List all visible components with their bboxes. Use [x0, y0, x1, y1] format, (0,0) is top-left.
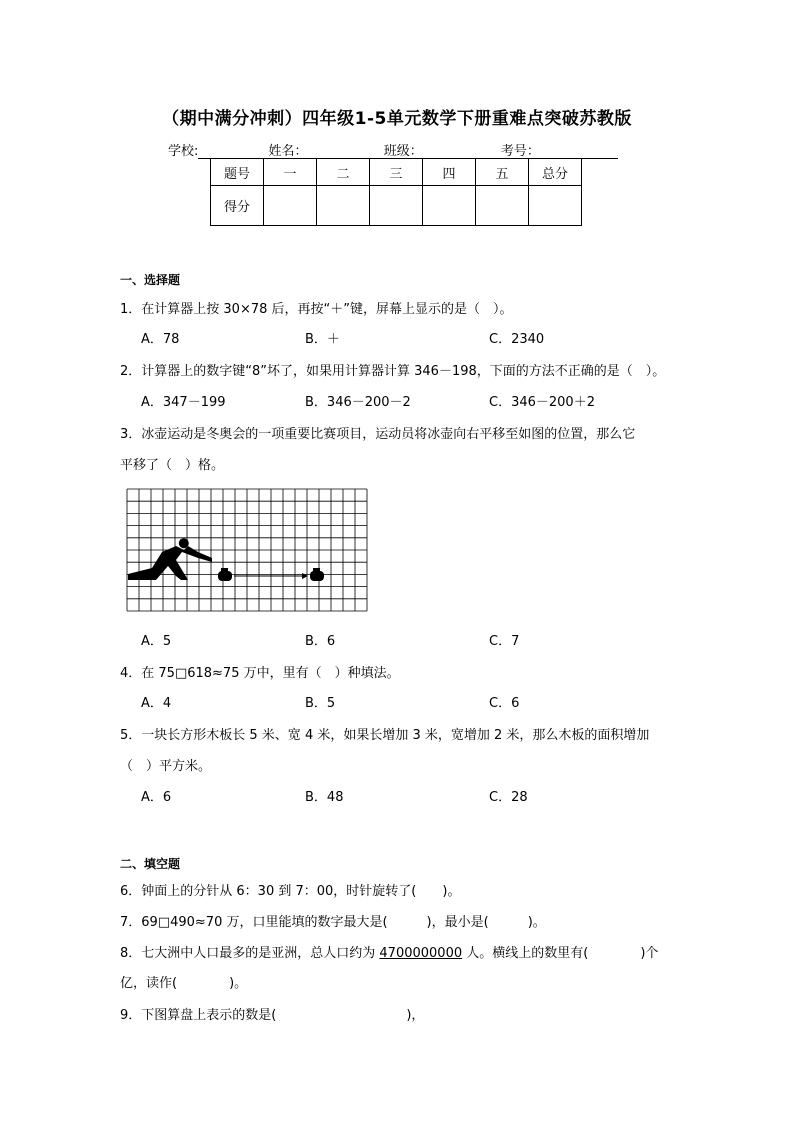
section2-heading: 二、填空题	[120, 857, 181, 871]
score-header-cell: 题号	[211, 159, 264, 186]
score-header-cell: 二	[317, 159, 370, 186]
score-cell[interactable]	[317, 186, 370, 226]
score-row-label: 得分	[211, 186, 264, 226]
q1-option-c[interactable]: C．2340	[489, 332, 545, 347]
question-5-line2: （ ）平方米。	[120, 759, 212, 774]
page-title: （期中满分冲刺）四年级1-5单元数学下册重难点突破苏教版	[162, 109, 632, 129]
q5-option-a[interactable]: A．6	[141, 790, 172, 805]
q2-option-b[interactable]: B．346－200－2	[305, 395, 411, 410]
score-header-cell: 总分	[529, 159, 582, 186]
q5-option-c[interactable]: C．28	[489, 790, 528, 805]
question-2: 2．计算器上的数字键“8”坏了，如果用计算器计算 346－198，下面的方法不正确的是（ ）。	[120, 364, 666, 379]
score-cell[interactable]	[529, 186, 582, 226]
curling-grid-figure	[126, 488, 370, 614]
curling-stone-start-icon	[218, 568, 232, 581]
question-8-line1	[120, 942, 658, 961]
q5-option-b[interactable]: B．48	[305, 790, 344, 805]
exam-no-blank[interactable]	[540, 144, 618, 159]
q3-option-a[interactable]: A．5	[141, 634, 172, 649]
question-7: 7．69□490≈70 万，口里能填的数字最大是( )，最小是( )。	[120, 915, 546, 930]
q1-option-a[interactable]: A．78	[141, 332, 180, 347]
curling-stone-end-icon	[310, 568, 324, 581]
score-header-cell: 四	[423, 159, 476, 186]
name-blank[interactable]	[308, 144, 380, 159]
q8-underlined-number: 4700000000	[379, 946, 463, 961]
question-9: 9．下图算盘上表示的数是( )，	[120, 1008, 425, 1023]
q3-option-c[interactable]: C．7	[489, 634, 520, 649]
q4-option-a[interactable]: A．4	[141, 696, 172, 711]
score-cell[interactable]	[264, 186, 317, 226]
question-3-line2: 平移了（ ）格。	[120, 458, 225, 473]
score-header-cell: 一	[264, 159, 317, 186]
question-1: 1．在计算器上按 30×78 后，再按“＋”键，屏幕上显示的是（ ）。	[120, 302, 513, 317]
exam-no-label: 考号：	[500, 144, 540, 159]
grid-lines	[127, 489, 367, 611]
q3-option-b[interactable]: B．6	[305, 634, 336, 649]
score-header-cell: 三	[370, 159, 423, 186]
student-info	[168, 140, 618, 159]
q2-option-c[interactable]: C．346－200＋2	[489, 395, 595, 410]
school-label: 学校:	[168, 144, 199, 159]
question-5-line1: 5．一块长方形木板长 5 米、宽 4 米，如果长增加 3 米，宽增加 2 米，那么木板的面积增加	[120, 728, 650, 743]
score-cell[interactable]	[476, 186, 529, 226]
question-6: 6．钟面上的分针从 6：30 到 7：00，时针旋转了( )。	[120, 884, 461, 899]
class-blank[interactable]	[423, 144, 497, 159]
score-cell[interactable]	[370, 186, 423, 226]
section1-heading: 一、选择题	[120, 273, 181, 287]
q1-option-b[interactable]: B．＋	[305, 332, 340, 347]
score-header-cell: 五	[476, 159, 529, 186]
q2-option-a[interactable]: A．347－199	[141, 395, 226, 410]
name-label: 姓名：	[268, 144, 308, 159]
q4-option-b[interactable]: B．5	[305, 696, 336, 711]
score-cell[interactable]	[423, 186, 476, 226]
question-4: 4．在 75□618≈75 万中，里有（ ）种填法。	[120, 666, 400, 681]
school-blank[interactable]	[198, 144, 264, 159]
class-label: 班级：	[383, 144, 423, 159]
q4-option-c[interactable]: C．6	[489, 696, 520, 711]
q8-text-pre: 8．七大洲中人口最多的是亚洲，总人口约为	[120, 946, 380, 961]
question-3-line1: 3．冰壶运动是冬奥会的一项重要比赛项目，运动员将冰壶向右平移至如图的位置，那么它	[120, 427, 636, 442]
q8-text-post: 人。横线上的数里有( )个	[462, 946, 659, 961]
question-8-line2: 亿，读作( )。	[120, 976, 248, 991]
score-table	[210, 158, 582, 226]
